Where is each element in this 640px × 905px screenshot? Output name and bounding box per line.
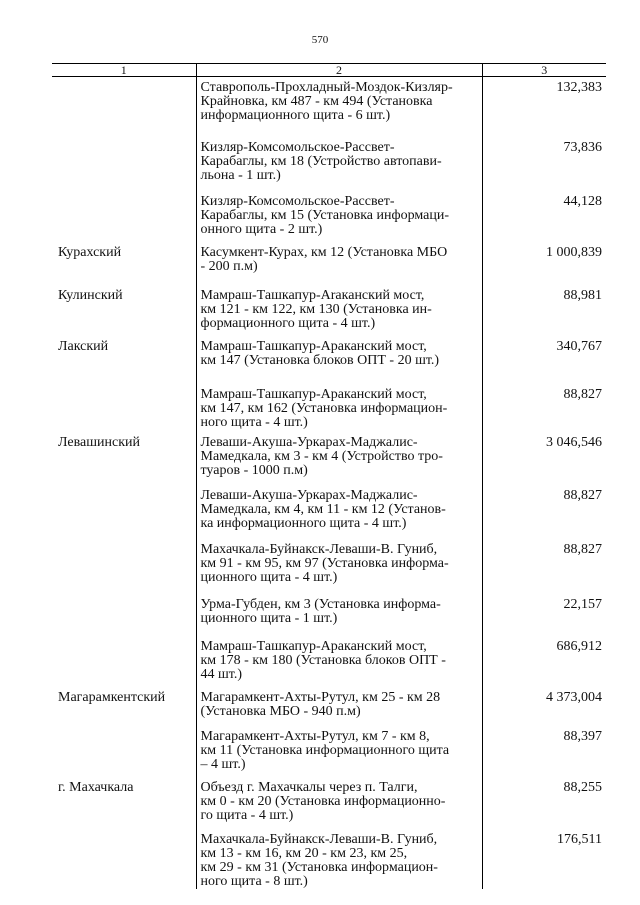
description-line: км 147, км 162 (Установка информацион- bbox=[200, 400, 448, 416]
amount-cell: 132,383 bbox=[556, 80, 602, 95]
district-cell bbox=[52, 131, 196, 185]
description-line: Мамраш-Ташкапур-Араканский мост, bbox=[200, 638, 427, 654]
amount-cell: 22,157 bbox=[563, 596, 602, 612]
description-line: Карабаглы, км 18 (Устройство автопави- bbox=[200, 153, 442, 169]
description-line: ка информационного щита - 4 шт.) bbox=[200, 515, 407, 531]
description-line: Мамраш-Ташкапур-Араканский мост, bbox=[200, 386, 427, 402]
description-cell bbox=[196, 185, 482, 242]
district-cell bbox=[52, 726, 196, 777]
description-line: 44 шт.) bbox=[200, 666, 243, 682]
description-line: онного щита - 2 шт.) bbox=[200, 221, 323, 237]
description-cell bbox=[196, 242, 482, 285]
description-cell bbox=[196, 726, 482, 777]
description-line: Мамедкала, км 3 - км 4 (Устройство тро- bbox=[200, 448, 443, 464]
amount-cell: 686,912 bbox=[556, 638, 602, 654]
district-cell bbox=[52, 594, 196, 636]
description-line: Леваши-Акуша-Уркарах-Маджалис- bbox=[200, 434, 418, 450]
description-line: - 200 п.м) bbox=[200, 258, 258, 274]
table-body bbox=[52, 77, 606, 889]
district-cell bbox=[52, 539, 196, 594]
description-line: формационного щита - 4 шт.) bbox=[200, 315, 376, 331]
description-line: льона - 1 шт.) bbox=[200, 167, 281, 183]
table-row bbox=[52, 829, 606, 889]
header-row bbox=[52, 64, 606, 77]
description-line: Касумкент-Курах, км 12 (Установка МБО bbox=[200, 244, 448, 260]
description-line: Махачкала-Буйнакск-Леваши-В. Гуниб, bbox=[200, 831, 438, 847]
description-line: км 147 (Установка блоков ОПТ - 20 шт.) bbox=[200, 352, 440, 368]
amount-cell: 44,128 bbox=[563, 193, 602, 209]
description-line: туаров - 1000 п.м) bbox=[200, 462, 308, 478]
description-line: Мамраш-Ташкапур-Araканский мост, bbox=[200, 287, 425, 303]
amount-cell: 73,836 bbox=[563, 139, 602, 155]
amount-cell: 3 046,546 bbox=[546, 434, 602, 450]
description-line: Кизляр-Комсомольское-Рассвет- bbox=[200, 139, 395, 155]
district-cell: г. Махачкала bbox=[58, 779, 134, 795]
amount-cell: 88,827 bbox=[563, 541, 602, 557]
district-cell bbox=[52, 185, 196, 242]
column-header-3: 3 bbox=[482, 64, 606, 77]
description-line: Магарамкент-Ахты-Рутул, км 7 - км 8, bbox=[200, 728, 430, 744]
table-row bbox=[52, 687, 606, 726]
description-line: Объезд г. Махачкалы через п. Талги, bbox=[200, 779, 418, 795]
description-cell bbox=[196, 539, 482, 594]
description-line: – 4 шт.) bbox=[200, 756, 246, 772]
amount-cell: 88,397 bbox=[563, 728, 602, 744]
amount-cell: 176,511 bbox=[557, 831, 602, 847]
description-line: км 29 - км 31 (Установка информацион- bbox=[200, 859, 438, 875]
amount-cell: 88,255 bbox=[563, 779, 602, 795]
amount-cell: 88,981 bbox=[563, 287, 602, 303]
table-row bbox=[52, 636, 606, 687]
table-row bbox=[52, 336, 606, 378]
description-line: км 178 - км 180 (Установка блоков ОПТ - bbox=[200, 652, 446, 668]
table-row bbox=[52, 242, 606, 285]
description-cell bbox=[196, 378, 482, 432]
district-cell bbox=[52, 485, 196, 539]
description-line: км 11 (Установка информационного щита bbox=[200, 742, 450, 758]
page-number: 570 bbox=[311, 34, 329, 46]
column-header-1: 1 bbox=[52, 64, 196, 77]
description-line: Урма-Губден, км 3 (Установка информа- bbox=[200, 596, 441, 612]
description-line: ционного щита - 1 шт.) bbox=[200, 610, 338, 626]
district-cell bbox=[52, 378, 196, 432]
description-line: Махачкала-Буйнакск-Леваши-В. Гуниб, bbox=[200, 541, 438, 557]
description-line: ного щита - 8 шт.) bbox=[200, 873, 308, 889]
table-row bbox=[52, 432, 606, 485]
description-cell bbox=[196, 829, 482, 889]
table-row bbox=[52, 185, 606, 242]
description-cell bbox=[196, 432, 482, 485]
description-line: Магарамкент-Ахты-Рутул, км 25 - км 28 bbox=[200, 689, 441, 705]
description-line: (Установка МБО - 940 п.м) bbox=[200, 703, 361, 719]
description-cell bbox=[196, 285, 482, 336]
description-cell bbox=[196, 594, 482, 636]
roads-table bbox=[52, 63, 606, 889]
description-line: Мамедкала, км 4, км 11 - км 12 (Установ- bbox=[200, 501, 446, 517]
description-line: Крайновка, км 487 - км 494 (Установка bbox=[200, 94, 433, 109]
description-cell bbox=[196, 636, 482, 687]
table-row bbox=[52, 726, 606, 777]
description-line: ного щита - 4 шт.) bbox=[200, 414, 308, 430]
amount-cell: 88,827 bbox=[563, 386, 602, 402]
table-row bbox=[52, 77, 606, 131]
description-line: информационного щита - 6 шт.) bbox=[200, 108, 391, 123]
district-cell: Магарамкентский bbox=[58, 689, 166, 705]
table-row bbox=[52, 378, 606, 432]
amount-cell: 1 000,839 bbox=[546, 244, 602, 260]
description-cell bbox=[196, 77, 482, 131]
description-line: Карабаглы, км 15 (Установка информаци- bbox=[200, 207, 449, 223]
description-line: км 121 - км 122, км 130 (Установка ин- bbox=[200, 301, 432, 317]
table-row bbox=[52, 777, 606, 829]
district-cell bbox=[52, 829, 196, 889]
table-row bbox=[52, 285, 606, 336]
table-row bbox=[52, 594, 606, 636]
description-line: го щита - 4 шт.) bbox=[200, 807, 294, 823]
description-line: Кизляр-Комсомольское-Рассвет- bbox=[200, 193, 395, 209]
description-line: км 0 - км 20 (Установка информационно- bbox=[200, 793, 446, 809]
description-cell bbox=[196, 485, 482, 539]
description-line: Мамраш-Ташкапур-Араканский мост, bbox=[200, 338, 427, 354]
district-cell bbox=[52, 636, 196, 687]
description-cell bbox=[196, 336, 482, 378]
description-line: Леваши-Акуша-Уркарах-Маджалис- bbox=[200, 487, 418, 503]
district-cell bbox=[52, 77, 196, 131]
description-cell bbox=[196, 131, 482, 185]
description-line: км 13 - км 16, км 20 - км 23, км 25, bbox=[200, 845, 408, 861]
amount-cell: 340,767 bbox=[556, 338, 602, 354]
description-cell bbox=[196, 777, 482, 829]
table-row bbox=[52, 131, 606, 185]
district-cell: Курахский bbox=[58, 244, 122, 260]
district-cell: Кулинский bbox=[58, 287, 123, 303]
table-row bbox=[52, 539, 606, 594]
table-row bbox=[52, 485, 606, 539]
amount-cell: 4 373,004 bbox=[546, 689, 602, 705]
amount-cell: 88,827 bbox=[563, 487, 602, 503]
column-header-2: 2 bbox=[196, 64, 482, 77]
description-line: ционного щита - 4 шт.) bbox=[200, 569, 338, 585]
description-line: Ставрополь-Прохладный-Моздок-Кизляр- bbox=[200, 80, 453, 95]
district-cell: Левашинский bbox=[58, 434, 141, 450]
district-cell: Лакский bbox=[58, 338, 109, 354]
description-line: км 91 - км 95, км 97 (Установка информа- bbox=[200, 555, 449, 571]
description-cell bbox=[196, 687, 482, 726]
